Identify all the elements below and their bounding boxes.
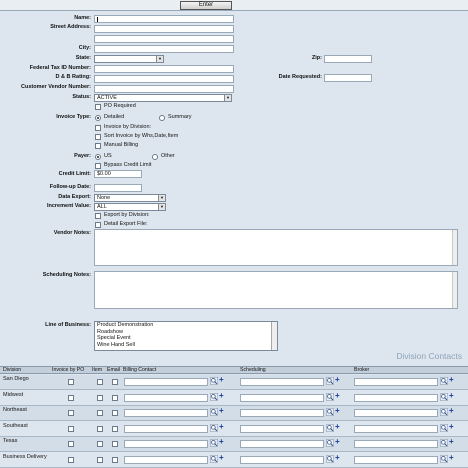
zip-label: Zip:	[311, 55, 322, 61]
email-checkbox[interactable]	[112, 457, 118, 463]
federal-tax-field[interactable]	[94, 65, 234, 73]
email-checkbox[interactable]	[112, 395, 118, 401]
export-by-division-checkbox[interactable]	[95, 213, 101, 219]
invoice-by-po-checkbox[interactable]	[68, 410, 74, 416]
header-scheduling: Scheduling	[240, 367, 266, 373]
scheduling-contact-field[interactable]	[240, 394, 324, 402]
chevron-down-icon: ▼	[156, 56, 163, 62]
division-name: Southeast	[3, 422, 28, 429]
street-address-field-1[interactable]	[94, 25, 234, 33]
name-field[interactable]	[94, 15, 234, 23]
add-icon[interactable]: +	[449, 421, 454, 431]
division-name: Northeast	[3, 407, 27, 413]
add-icon[interactable]: +	[219, 437, 224, 446]
item-checkbox[interactable]	[97, 457, 103, 463]
table-row	[0, 391, 468, 406]
bypass-credit-label: Bypass Credit Limit	[104, 162, 152, 168]
header-invoice-by-po: Invoice by PO	[52, 367, 85, 373]
search-icon[interactable]	[326, 377, 334, 385]
data-export-value: None	[97, 195, 111, 201]
search-icon[interactable]	[210, 393, 218, 401]
vendor-notes-label: Vendor Notes:	[53, 230, 91, 236]
increment-value-value: ALL	[97, 204, 107, 210]
add-icon[interactable]: +	[449, 390, 454, 400]
email-checkbox[interactable]	[112, 379, 118, 385]
header-billing-contact: Billing Contact	[123, 367, 157, 373]
invoice-type-label: Invoice Type:	[56, 114, 91, 120]
add-icon[interactable]: +	[449, 437, 454, 446]
followup-date-label: Follow-up Date:	[49, 184, 91, 190]
payer-label: Payer:	[74, 153, 91, 159]
billing-contact-field[interactable]	[124, 409, 208, 417]
table-row	[0, 406, 468, 421]
add-icon[interactable]: +	[335, 375, 340, 384]
invoice-by-division-label: Invoice by Division:	[104, 124, 152, 130]
status-value: ACTIVE	[97, 95, 117, 101]
data-export-label: Data Export:	[58, 194, 91, 200]
data-export-select[interactable]	[94, 194, 166, 202]
chevron-down-icon: ▼	[158, 204, 165, 210]
invoice-by-po-checkbox[interactable]	[68, 457, 74, 463]
header-division: Division	[3, 367, 22, 373]
db-rating-label: D & B Rating:	[55, 74, 91, 80]
federal-tax-label: Federal Tax ID Number:	[29, 65, 91, 71]
header-item: Item	[92, 367, 103, 373]
broker-contact-field[interactable]	[354, 425, 438, 433]
division-name: Midwest	[3, 391, 24, 398]
scheduling-notes-label: Scheduling Notes:	[42, 272, 91, 278]
billing-contact-field[interactable]	[124, 394, 208, 402]
item-checkbox[interactable]	[97, 426, 103, 432]
add-icon[interactable]: +	[219, 390, 224, 400]
manual-billing-checkbox[interactable]	[95, 143, 101, 149]
scheduling-contact-field[interactable]	[240, 425, 324, 433]
email-checkbox[interactable]	[112, 426, 118, 432]
scheduling-contact-field[interactable]	[240, 440, 324, 448]
search-icon[interactable]	[440, 424, 448, 432]
credit-limit-field[interactable]: $0.00	[94, 170, 142, 178]
street-address-label: Street Address:	[50, 24, 91, 30]
followup-date-field[interactable]	[94, 184, 142, 192]
broker-contact-field[interactable]	[354, 409, 438, 417]
division-contacts-title: Division Contacts	[396, 351, 462, 361]
search-icon[interactable]	[326, 424, 334, 432]
item-checkbox[interactable]	[97, 379, 103, 385]
date-requested-field[interactable]	[324, 74, 372, 82]
item-checkbox[interactable]	[97, 395, 103, 401]
other-label: Other	[161, 153, 175, 159]
status-label: Status:	[72, 94, 91, 100]
street-address-field-2[interactable]	[94, 35, 234, 43]
enter-button[interactable]: Enter	[180, 1, 232, 10]
detailed-radio[interactable]	[95, 115, 101, 121]
item-checkbox[interactable]	[97, 441, 103, 447]
add-icon[interactable]: +	[219, 375, 224, 384]
broker-contact-field[interactable]	[354, 456, 438, 464]
scrollbar[interactable]	[452, 272, 457, 308]
division-name: Texas	[3, 438, 18, 444]
list-item[interactable]: Wine Hand Sell	[97, 341, 135, 348]
search-icon[interactable]	[440, 439, 448, 447]
invoice-by-po-checkbox[interactable]	[68, 379, 74, 385]
summary-radio[interactable]	[159, 115, 165, 121]
list-item[interactable]: Product Demonstration	[97, 322, 154, 328]
line-of-business-listbox[interactable]	[94, 321, 278, 351]
search-icon[interactable]	[440, 455, 448, 463]
billing-contact-field[interactable]	[124, 456, 208, 464]
customer-vendor-label: Customer Vendor Number:	[21, 84, 91, 90]
chevron-down-icon: ▼	[224, 95, 231, 101]
detail-export-checkbox[interactable]	[95, 222, 101, 228]
po-required-label: PO Required	[104, 103, 136, 109]
billing-contact-field[interactable]	[124, 425, 208, 433]
vendor-notes-textarea[interactable]	[94, 229, 458, 266]
top-toolbar	[0, 0, 468, 11]
add-icon[interactable]: +	[335, 390, 340, 400]
table-row	[0, 375, 468, 390]
scheduling-contact-field[interactable]	[240, 456, 324, 464]
search-icon[interactable]	[210, 377, 218, 385]
invoice-by-division-checkbox[interactable]	[95, 125, 101, 131]
increment-value-select[interactable]	[94, 203, 166, 211]
add-icon[interactable]: +	[219, 406, 224, 415]
zip-field[interactable]	[324, 55, 372, 63]
po-required-checkbox[interactable]	[95, 104, 101, 110]
add-icon[interactable]: +	[219, 452, 224, 462]
broker-contact-field[interactable]	[354, 394, 438, 402]
us-radio[interactable]	[95, 154, 101, 160]
search-icon[interactable]	[326, 393, 334, 401]
scheduling-contact-field[interactable]	[240, 378, 324, 386]
table-row	[0, 453, 468, 468]
us-label: US	[104, 153, 112, 159]
search-icon[interactable]	[440, 408, 448, 416]
division-contacts-header	[0, 366, 468, 374]
city-label: City:	[78, 45, 91, 51]
invoice-by-po-checkbox[interactable]	[68, 395, 74, 401]
invoice-by-po-checkbox[interactable]	[68, 426, 74, 432]
detail-export-label: Detail Export File:	[104, 221, 148, 227]
scheduling-contact-field[interactable]	[240, 409, 324, 417]
invoice-by-po-checkbox[interactable]	[68, 441, 74, 447]
search-icon[interactable]	[210, 439, 218, 447]
broker-contact-field[interactable]	[354, 378, 438, 386]
add-icon[interactable]: +	[335, 421, 340, 431]
list-item[interactable]: Special Event	[97, 335, 131, 341]
scheduling-notes-textarea[interactable]	[94, 271, 458, 309]
header-broker: Broker	[354, 367, 370, 373]
db-rating-field[interactable]	[94, 75, 234, 83]
division-name: Business Delivery	[3, 453, 47, 460]
customer-vendor-field[interactable]	[94, 85, 234, 93]
add-icon[interactable]: +	[449, 452, 454, 462]
search-icon[interactable]	[326, 439, 334, 447]
scrollbar[interactable]	[271, 322, 277, 350]
line-of-business-label: Line of Business:	[45, 322, 91, 328]
email-checkbox[interactable]	[112, 410, 118, 416]
bypass-credit-checkbox[interactable]	[95, 163, 101, 169]
header-email: Email	[107, 367, 120, 373]
sort-invoice-label: Sort Invoice by Whs,Date,Item	[104, 133, 179, 139]
manual-billing-label: Manual Billing	[104, 142, 139, 148]
sort-invoice-checkbox[interactable]	[95, 134, 101, 140]
add-icon[interactable]: +	[335, 437, 340, 446]
search-icon[interactable]	[210, 424, 218, 432]
search-icon[interactable]	[210, 455, 218, 463]
search-icon[interactable]	[210, 408, 218, 416]
summary-label: Summary	[168, 114, 192, 120]
add-icon[interactable]: +	[449, 375, 454, 384]
state-label: State:	[75, 55, 91, 61]
search-icon[interactable]	[440, 377, 448, 385]
billing-contact-field[interactable]	[124, 378, 208, 386]
date-requested-label: Date Requested:	[278, 74, 322, 80]
status-select[interactable]	[94, 94, 232, 102]
item-checkbox[interactable]	[97, 410, 103, 416]
search-icon[interactable]	[326, 408, 334, 416]
search-icon[interactable]	[440, 393, 448, 401]
chevron-down-icon: ▼	[158, 195, 165, 201]
table-row	[0, 437, 468, 452]
search-icon[interactable]	[326, 455, 334, 463]
other-radio[interactable]	[152, 154, 158, 160]
detailed-label: Detailed	[104, 114, 125, 120]
city-field[interactable]	[94, 45, 234, 53]
add-icon[interactable]: +	[335, 406, 340, 415]
email-checkbox[interactable]	[112, 441, 118, 447]
increment-value-label: Increment Value:	[46, 203, 91, 209]
list-item[interactable]: Roadshow	[97, 328, 123, 335]
scrollbar[interactable]	[452, 230, 457, 265]
state-select[interactable]	[94, 55, 164, 63]
add-icon[interactable]: +	[335, 452, 340, 462]
table-row	[0, 422, 468, 437]
export-by-division-label: Export by Division:	[104, 212, 150, 218]
broker-contact-field[interactable]	[354, 440, 438, 448]
name-label: Name:	[74, 15, 91, 21]
add-icon[interactable]: +	[219, 421, 224, 431]
division-name: San Diego	[3, 376, 29, 382]
billing-contact-field[interactable]	[124, 440, 208, 448]
credit-limit-label: Credit Limit:	[58, 171, 91, 177]
add-icon[interactable]: +	[449, 406, 454, 415]
